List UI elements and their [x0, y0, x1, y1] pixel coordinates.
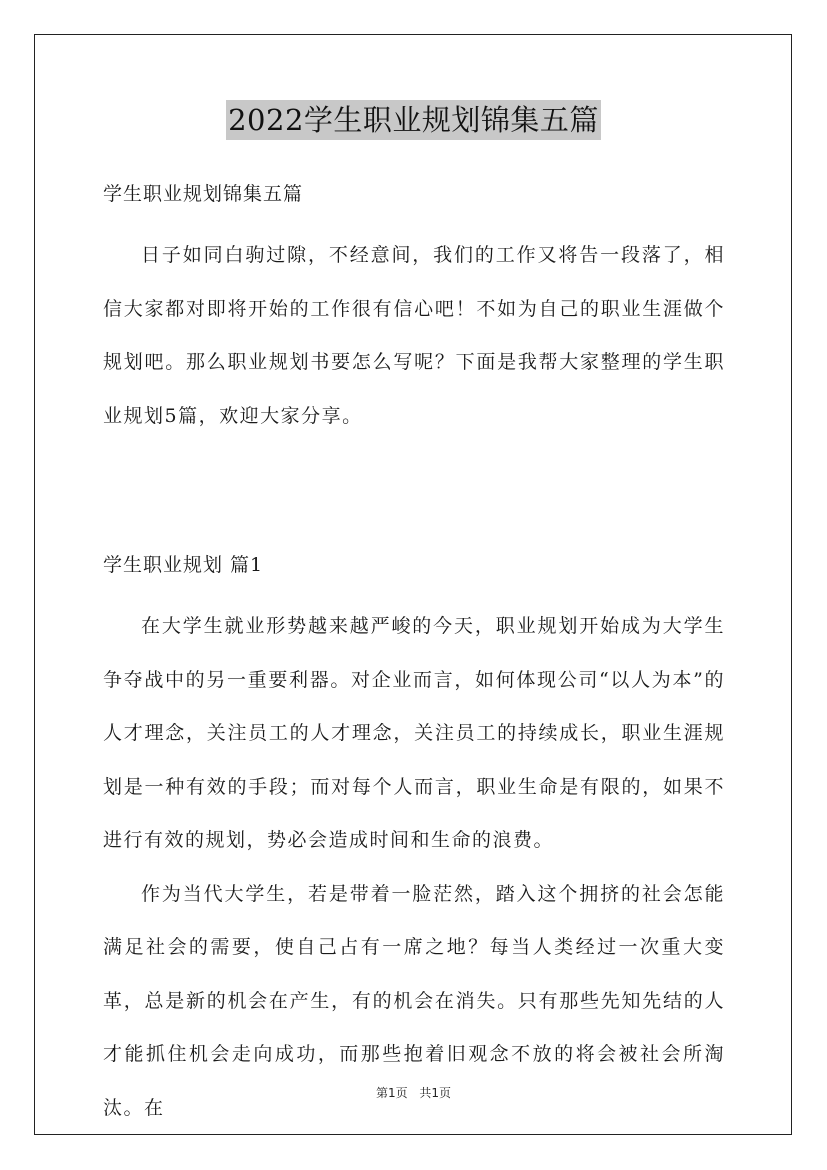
- intro-paragraph: 日子如同白驹过隙，不经意间，我们的工作又将告一段落了，相信大家都对即将开始的工作很有信心吧！不如为自己的职业生涯做个规划吧。那么职业规划书要怎么写呢？下面是我帮大家整理的学生职业规划5篇，欢迎大家分享。: [103, 244, 725, 427]
- section1-paragraph-2: 作为当代大学生，若是带着一脸茫然，踏入这个拥挤的社会怎能满足社会的需要，使自己占有一席之地？每当人类经过一次重大变革，总是新的机会在产生，有的机会在消失。只有那些先知先结的人才能抓住机会走向成功，而那些抱着旧观念不放的将会被社会所淘汰。在: [103, 882, 725, 1119]
- title-container: [0, 100, 827, 140]
- section1-paragraph-1: 在大学生就业形势越来越严峻的今天，职业规划开始成为大学生争夺战中的另一重要利器。对企业而言，如何体现公司“以人为本”的人才理念，关注员工的人才理念，关注员工的持续成长，职业生涯规划是一种有效的手段；而对每个人而言，职业生命是有限的，如果不进行有效的规划，势必会造成时间和生命的浪费。: [103, 615, 725, 851]
- section-heading-1: 学生职业规划 篇1: [103, 554, 264, 576]
- document-title: 2022学生职业规划锦集五篇: [226, 100, 601, 140]
- subtitle-heading: 学生职业规划锦集五篇: [103, 183, 304, 205]
- page-total: 共1页: [419, 1086, 452, 1100]
- page-number: 第1页: [375, 1086, 408, 1100]
- document-body: [103, 176, 725, 1135]
- page-footer: [0, 1084, 827, 1101]
